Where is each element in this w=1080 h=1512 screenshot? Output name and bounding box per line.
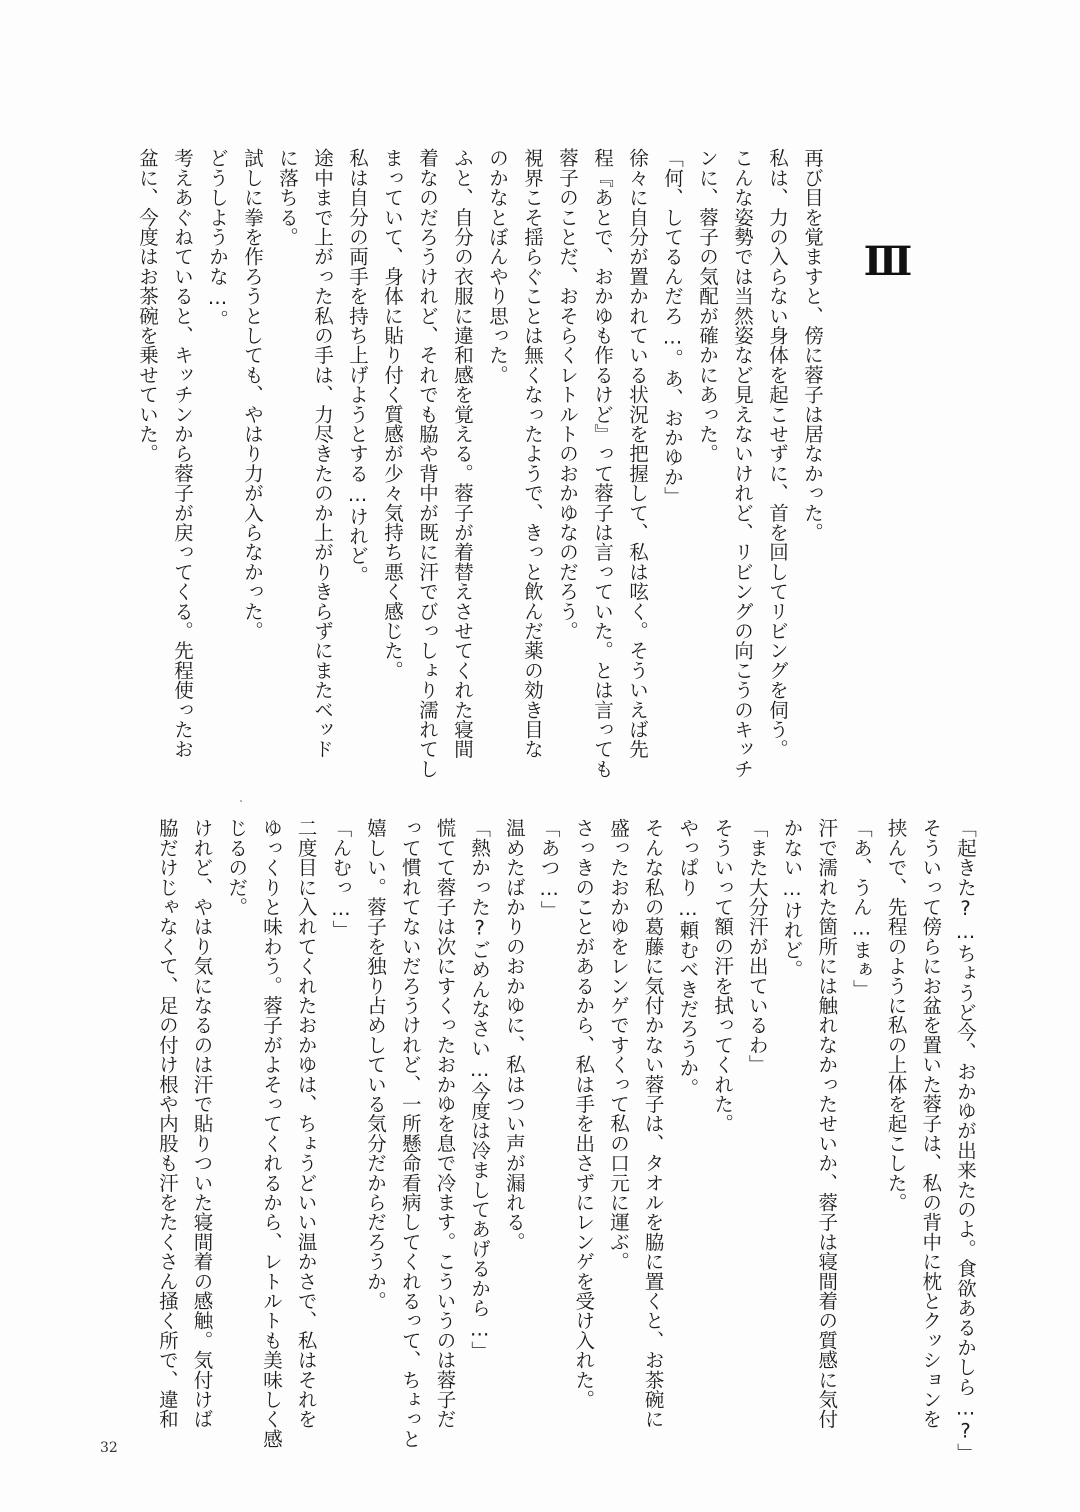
top-text-block — [130, 148, 830, 779]
text-line: 視界こそ揺らぐことは無くなったようで、きっと飲んだ薬の効き目な — [521, 148, 544, 759]
bottom-text-block — [149, 818, 982, 1463]
text-line: 温めたばかりのおかゆに、私はつい声が漏れる。 — [502, 818, 526, 1252]
text-line: ゆっくりと味わう。蓉子がよそってくれるから、レトルトも美味しく感 — [259, 818, 283, 1449]
text-line: そんな私の葛藤に気付かない蓉子は、タオルを脇に置くと、お茶碗に — [641, 818, 665, 1429]
text-line: こんな姿勢では当然姿など見えないけれど、リビングの向こうのキッチ — [731, 148, 754, 779]
text-line: 考えあぐねていると、キッチンから蓉子が戻ってくる。先程使ったお — [171, 148, 194, 759]
text-line: けれど、やはり気になるのは汗で貼りついた寝間着の感触。気付けば — [190, 818, 214, 1429]
text-line: 蓉子のことだ、おそらくレトルトのおかゆなのだろう。 — [556, 148, 579, 641]
text-line: 「んむっ…」 — [329, 818, 353, 940]
text-line: やっぱり…頼むべきだろうか。 — [676, 818, 700, 1098]
text-line: 着なのだろうけれど、それでも脇や背中が既に汗でびっしょり濡れてし — [416, 148, 439, 779]
text-line: 再び目を覚ますと、傍に蓉子は居なかった。 — [801, 148, 824, 542]
text-line: 「何、してるんだろ…。あ、おかゆか」 — [661, 148, 684, 507]
text-line: 途中まで上がった私の手は、力尽きたのか上がりきらずにまたベッド — [311, 148, 334, 759]
text-line: 私は自分の両手を持ち上げようとする…けれど。 — [346, 148, 369, 585]
text-line: じるのだ。 — [225, 818, 249, 917]
text-line: 徐々に自分が置かれている状況を把握して、私は呟く。そういえば先 — [626, 148, 649, 759]
page-number: 32 — [100, 1440, 118, 1456]
text-line: 嬉しい。蓉子を独り占めしている気分だからだろうか。 — [364, 818, 388, 1311]
text-line: ンに、蓉子の気配が確かにあった。 — [696, 148, 719, 464]
text-line: 盛ったおかゆをレンゲですくって私の口元に運ぶ。 — [606, 818, 630, 1272]
text-line: って慣れてないだろうけれど、一所懸命看病してくれるって、ちょっと — [398, 818, 422, 1449]
text-line: 「あつ…」 — [537, 818, 561, 920]
text-line: 試しに拳を作ろうとしても、やはり力が入らなかった。 — [241, 148, 264, 641]
text-line: のかなとぼんやり思った。 — [486, 148, 509, 385]
text-line: さっきのことがあるから、私は手を出さずにレンゲを受け入れた。 — [572, 818, 596, 1409]
text-line: 「熱かった?ごめんなさい…今度は冷ましてあげるから…」 — [468, 818, 492, 1361]
text-line: どうしようかな…。 — [206, 148, 229, 329]
text-line: 慌てて蓉子は次にすくったおかゆを息で冷ます。こういうのは蓉子だ — [433, 818, 457, 1429]
text-line: まっていて、身体に貼り付く質感が少々気持ち悪く感じた。 — [381, 148, 404, 680]
text-line: 程『あとで、おかゆも作るけど』って蓉子は言っていた。とは言っても — [591, 148, 614, 779]
text-line: 脇だけじゃなくて、足の付け根や内股も汗をたくさん掻く所で、違和 — [155, 818, 179, 1429]
chapter-heading: Ⅲ — [863, 238, 913, 285]
text-line: そういって額の汗を拭ってくれた。 — [711, 818, 735, 1134]
text-line: 「起きた?…ちょうど今、おかゆが出来たのよ。食欲あるかしら…?」 — [954, 818, 977, 1463]
text-line: 私は、力の入らない身体を起こせずに、首を回してリビングを伺う。 — [766, 148, 789, 759]
text-line: かない…けれど。 — [780, 818, 804, 980]
text-line: 二度目に入れてくれたおかゆは、ちょうどいい温かさで、私はそれを — [294, 818, 318, 1429]
text-line: に落ちる。 — [276, 148, 299, 247]
scan-speck — [240, 800, 242, 802]
text-line: 「あ、うん…まぁ」 — [849, 818, 873, 999]
text-line: そういって傍らにお盆を置いた蓉子は、私の背中に枕とクッションを — [919, 818, 943, 1429]
text-line: 汗で濡れた箇所には触れなかったせいか、蓉子は寝間着の質感に気付 — [815, 818, 839, 1429]
text-line: ふと、自分の衣服に違和感を覚える。蓉子が着替えさせてくれた寝間 — [451, 148, 474, 759]
text-line: 盆に、今度はお茶碗を乗せていた。 — [136, 148, 159, 464]
text-line: 「また大分汗が出ているわ」 — [745, 818, 769, 1075]
text-line: 挟んで、先程のように私の上体を起こした。 — [884, 818, 908, 1212]
